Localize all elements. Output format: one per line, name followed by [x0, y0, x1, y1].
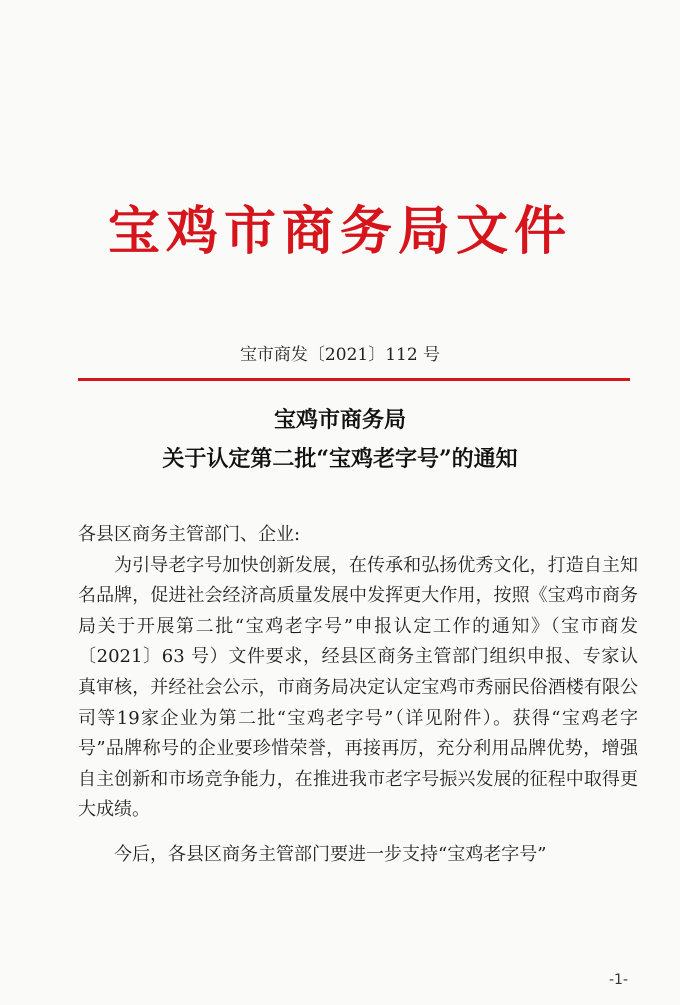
document-masthead: 宝鸡市商务局文件	[107, 202, 572, 262]
body-paragraph-2: 今后，各县区商务主管部门要进一步支持“宝鸡老字号”	[114, 843, 547, 865]
notice-title-line1: 宝鸡市商务局	[273, 407, 406, 433]
document-number: 宝市商发〔2021〕112 号	[239, 345, 441, 365]
page-number: -1-	[608, 972, 628, 988]
body-paragraph-1: 为引导老字号加快创新发展，在传承和弘扬优秀文化，打造自主知名品牌，促进社会经济高质量发展中发挥更大作用，按照《宝鸡市商务局关于开展第二批“宝鸡老字号”申报认定工作的通知》（宝市商发〔2021〕63 号）文件要求，经县区商务主管部门组织申报、专家认真审核，并经社会公示，市商务局决定认定宝鸡市秀丽民俗酒楼有限公司等19家企业为第二批“宝鸡老字号”（详见附件）。获得“宝鸡老字号”品牌称号的企业要珍惜荣誉，再接再厉，充分利用品牌优势，增强自主创新和市场竞争能力，在推进我市老字号振兴发展的征程中取得更大成绩。	[78, 554, 638, 821]
red-divider-line	[78, 378, 630, 381]
salutation: 各县区商务主管部门、企业:	[78, 524, 301, 545]
notice-body	[78, 520, 638, 871]
notice-title-line2: 关于认定第二批“宝鸡老字号”的通知	[162, 446, 518, 472]
